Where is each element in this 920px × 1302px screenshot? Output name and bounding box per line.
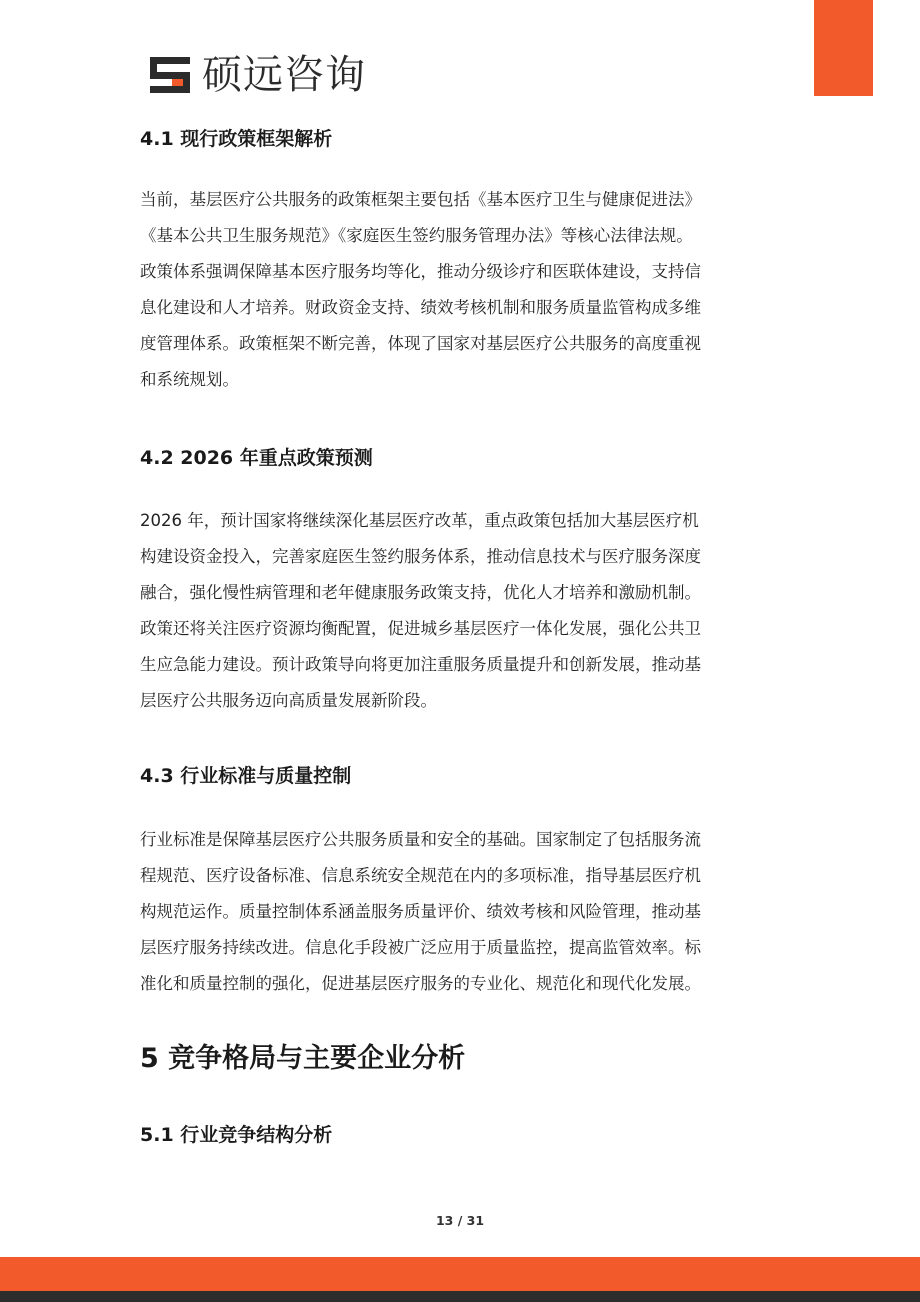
header-corner-tab: [814, 0, 873, 96]
paragraph-4-3: [140, 822, 780, 1002]
paragraph-4-2: [140, 503, 780, 719]
paragraph-line: 和系统规划。: [140, 370, 239, 389]
paragraph-line: 息化建设和人才培养。财政资金支持、绩效考核机制和服务质量监管构成多维: [140, 298, 701, 317]
brand-logo-text: 硕远咨询: [202, 52, 366, 98]
paragraph-line: 融合，强化慢性病管理和老年健康服务政策支持，优化人才培养和激励机制。: [140, 583, 701, 602]
paragraph-line: 政策体系强调保障基本医疗服务均等化，推动分级诊疗和医联体建设，支持信: [140, 262, 701, 281]
paragraph-line: 程规范、医疗设备标准、信息系统安全规范在内的多项标准，指导基层医疗机: [140, 866, 701, 885]
brand-logo-icon: [146, 53, 194, 97]
paragraph-line: 构规范运作。质量控制体系涵盖服务质量评价、绩效考核和风险管理，推动基: [140, 902, 701, 921]
chapter-heading-5: 5 竞争格局与主要企业分析: [140, 1043, 466, 1074]
section-heading-5-1: 5.1 行业竞争结构分析: [140, 1124, 333, 1146]
brand-logo: [146, 52, 366, 98]
footer-dark-bar: [0, 1291, 920, 1302]
paragraph-line: 政策还将关注医疗资源均衡配置，促进城乡基层医疗一体化发展，强化公共卫: [140, 619, 701, 638]
footer-accent-bar: [0, 1257, 920, 1291]
paragraph-line: 2026 年，预计国家将继续深化基层医疗改革，重点政策包括加大基层医疗机: [140, 511, 699, 530]
paragraph-line: 准化和质量控制的强化，促进基层医疗服务的专业化、规范化和现代化发展。: [140, 974, 701, 993]
paragraph-line: 层医疗公共服务迈向高质量发展新阶段。: [140, 691, 437, 710]
paragraph-line: 构建设资金投入，完善家庭医生签约服务体系，推动信息技术与医疗服务深度: [140, 547, 701, 566]
section-heading-4-3: 4.3 行业标准与质量控制: [140, 765, 352, 787]
paragraph-line: 度管理体系。政策框架不断完善，体现了国家对基层医疗公共服务的高度重视: [140, 334, 701, 353]
paragraph-line: 《基本公共卫生服务规范》《家庭医生签约服务管理办法》等核心法律法规。: [140, 226, 693, 245]
paragraph-line: 生应急能力建设。预计政策导向将更加注重服务质量提升和创新发展，推动基: [140, 655, 701, 674]
section-heading-4-2: 4.2 2026 年重点政策预测: [140, 447, 373, 469]
paragraph-line: 层医疗服务持续改进。信息化手段被广泛应用于质量监控，提高监管效率。标: [140, 938, 701, 957]
section-heading-4-1: 4.1 现行政策框架解析: [140, 128, 333, 150]
page-number: 13 / 31: [435, 1213, 485, 1228]
paragraph-line: 当前，基层医疗公共服务的政策框架主要包括《基本医疗卫生与健康促进法》: [140, 190, 701, 209]
paragraph-line: 行业标准是保障基层医疗公共服务质量和安全的基础。国家制定了包括服务流: [140, 830, 701, 849]
paragraph-4-1: [140, 182, 780, 398]
